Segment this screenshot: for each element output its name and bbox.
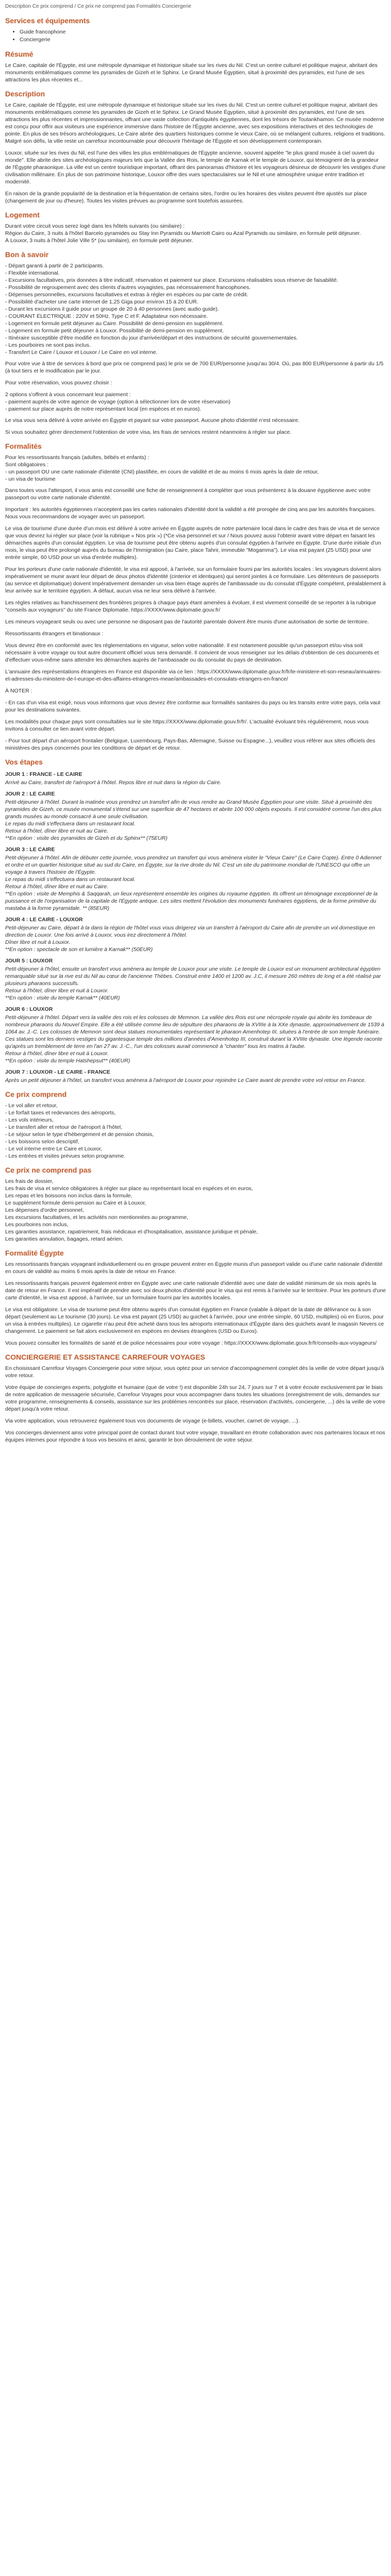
day-title: JOUR 5 : LOUXOR [5,958,53,964]
formalites-line: - un visa de tourisme [5,476,56,482]
noninclus-item: Les dépenses d'ordre personnel, [5,1207,84,1213]
day-body: Petit-déjeuner à l'hôtel, ensuite un transfert vous amènera au temple de Louxor pour une visite. Le temple de Louxor est un monument architectural égyptien remarquable situé sur la rive est du Nil au cœur de l'ancienne Thèbes. Construit entre 1400 et 1200 av. J.C, il mesure 260 mètres de long et a été réalisé par plusieurs pharaons successifs. Retour à l'hôtel, dîner libre et nuit à Louxor. **En option : visite du temple Karnak** (40EUR) [5,966,381,1001]
itinerary-title: Vos étapes [5,758,43,766]
services-item: • Conciergerie [20,36,386,44]
formalites-paragraph: Dans toutes vous l'attesport, il vous amis est conseillé une fiche de renseignement à compléter que vous présenterez à la douane égyptienne avec votre passeport ou votre carte nationale d'identité. [5,487,371,501]
formalites-paragraph: - En cas d'un visa est exigé, nous vous informons que vous devrez être conforme aux formalités sanitaires du pays ou les transits entre votre pays, cela vaut pour les destinations suivantes. [5,700,381,713]
bonasavoir-line: - Logement en formule petit déjeuner à Louxor. Possibilité de demi-pension en supplément. [5,328,224,334]
concierge-title: CONCIERGERIE ET ASSISTANCE CARREFOUR VOYAGES [5,1353,205,1361]
formalites-paragraph: L'annuaire des représentations étrangères en France est disponible via ce lien : https://XXXX/www.diplomatie.gouv.fr/fr/le-ministere-et-son-reseau/annuaires-et-adresses-du-ministere-de-l-europe-et-des-affaires-etrangeres-meae/ambassades-et-consulats-etrangers-en-france/ [5,669,382,682]
day-title: JOUR 2 : LE CAIRE [5,791,55,797]
concierge-paragraph: Via votre application, vous retrouverez également tous vos documents de voyage (e-billets, voucher, carnet de voyage, ...). [5,1418,300,1424]
noninclus-item: Les repas et les boissons non inclus dans la formule, [5,1193,133,1199]
formalites-paragraph: Le visa de tourisme d'une durée d'un mois est délivré à votre arrivée en Égypte auprès de notre partenaire local dans le cadre des frais de visa et de service que vous devrez lui régler sur place (voir la rubrique « Nos prix ») (*Ce visa personnel et sur / Nous pouvez aussi l'obtenir avant votre départ en faisant les démarches auprès d'un consulat égyptien. Le visa de tourisme peut être obtenu auprès d'un consulat égyptien à l'arrivée en Égypte. D'une durée initiale d'un mois, le visa peut être prolongé auprès du bureau de l'Immigration (au Caire, place Tahrir, immeuble "Mogamma"). Le visa est payant (25 USD) pour une entrée simple, 60 USD pour un visa d'entrée multiples). [5,526,381,561]
itinerary-days [5,771,386,1084]
day-body: Petit-déjeuner à l'hôtel. Durant la matinée vous prendrez un transfert afin de vous rendre au Grand Musée Égyptien pour une visite. Situé à proximité des pyramides de Gizeh, ce musée monumental s'étend sur une superficie de 47 hectares et abrite 100 000 objets exposés. Il est considéré comme l'un des plus grands musées au monde consacré à une seule civilisation. Le repas du midi s'effectuera dans un restaurant local. Retour à l'hôtel, dîner libre et nuit au Caire. **En option : visite des pyramides de Gizeh et du Sphinx** (75EUR) [5,799,382,841]
description-paragraph: Louxor, située sur les rives du Nil, est l'une des villes les plus emblématiques de l'Égypte ancienne, souvent appelée "le plus grand musée à ciel ouvert du monde". Elle abrite des sites archéologiques majeurs tels que la Vallée des Rois, le temple de Karnak et le temple de Louxor, qui témoignent de la grandeur de l'Égypte pharaonique. La ville est un centre touristique important, offrant des panoramas d'histoire et les voyageurs désireux de découvrir les vestiges d'une civilisation millénaire. En plus de son patrimoine historique, Louxor offre des vues spectaculaires sur le Nil et une atmosphère unique entre tradition et modernité. [5,150,386,185]
day-title: JOUR 1 : FRANCE - LE CAIRE [5,771,83,777]
concierge-paragraph: Votre équipe de concierges experts, polyglotte et humaine (que de votre !) est disponible 24h sur 24, 7 jours sur 7 et à votre écoute exclusivement par le biais de notre application de messagerie sécurisée, Carrefour Voyages pour vous accompagner dans toutes les situations (enregistrement de vols, demandes sur votre programme, renseignements & conseils, assistance sur les problèmes rencontrés sur place, réservation d'activités, conciergerie, ...) dès la veille de votre départ jusqu'à votre retour. [5,1384,385,1412]
inclus-list [5,1102,386,1160]
inclus-item: - Le vol aller et retour, [5,1103,58,1109]
bonasavoir-paragraph: Le visa vous sera délivré à votre arrivée en Égypte et payant sur votre passeport. Aucune photo d'identité n'est nécessaire. [5,417,300,423]
noninclus-item: Les pourboires non inclus, [5,1222,69,1228]
day-title: JOUR 6 : LOUXOR [5,1006,53,1012]
services-item: • Guide francophone [20,28,386,36]
noninclus-item: Les excursions facultatives, et les activités non mentionnées au programme, [5,1214,188,1221]
inclus-item: - Les vols intérieurs, [5,1117,54,1123]
noninclus-item: Les garanties assistance, rapatriement, frais médicaux et d'hospitalisation, assistance juridique et pénale, [5,1229,258,1235]
day-body: Petit-déjeuner au Caire, départ à la dans la région de l'hôtel vous vous dirigerez via un transfert à l'aéroport du Caire afin de prendre un vol domestique en direction de Louxor. Une fois arrivé à Louxor, vous irez directement à l'hôtel. Dîner libre et nuit à Louxor. **En option : spectacle de son et lumière à Karnak** (50EUR) [5,925,375,953]
day-title: JOUR 3 : LE CAIRE [5,846,55,853]
noninclus-item: Les frais de visa et service obligatoires à régler sur place au représentant local en espèces et en euros, [5,1185,253,1192]
formalite-egypte-paragraph: Le visa est obligatoire. Le visa de tourisme peut être obtenu auprès d'un consulat égyptien en France (valable à départ de la date de délivrance ou à son départ (seulement au Le tourisme (30 jours). Le visa est payant (25 USD) au guichet à l'arrivée, pour une entrée simple, 60 USD, multiples) où en Euros, pour un visa à entrées multiples). Le cigarette n'au peut être acheté dans tous les aéroports internationaux d'Égypte dans des guichets avant le magasin Nevers ce changement. Le paiement se fait alors exclusivement en espèces en devises étrangères (USD ou Euros). [5,1307,384,1334]
inclus-item: - Le vol interne entre Le Caire et Louxor, [5,1146,102,1152]
description-paragraph: Le Caire, capitale de l'Égypte, est une métropole dynamique et historique située sur les rives du Nil. C'est un centre culturel et politique majeur, abritant des monuments emblématiques comme les pyramides de Gizeh et le Sphinx. Le Grand Musée Égyptien, situé à proximité des pyramides, est l'une de ses attractions les plus récentes et impressionnantes, offrant une vaste collection d'antiquités égyptiennes, dont les trésors de Toutankhamon. Ce musée moderne est conçu pour offrir aux visiteurs une expérience immersive dans l'histoire de l'Égypte ancienne, avec ses expositions interactives et des technologies de pointe. En plus de ses trésors archéologiques, Le Caire abrite des quartiers historiques comme le vieux Caire, où se mélangent cultures, religions et traditions. Malgré son défis, la ville reste un carrefour incontournable pour découvrir l'héritage de l'Égypte et son développement contemporain. [5,102,385,144]
inclus-item: - Le séjour selon le type d'hébergement et de pension choisis, [5,1131,154,1138]
formalite-egypte-title: Formalité Égypte [5,1249,64,1257]
formalites-paragraph: Vous devrez être en conformité avec les réglementations en vigueur, selon votre nationalité. Il est notamment possible qu'un passeport et/ou visa soit nécessaire à votre voyage ou tout autre document officiel vous sera demandé. Il convient de vous renseigner sur les délais d'obtention de ces documents et d'effectuer vous-même sans attendre les démarches auprès de l'ambassade ou du consulat du pays de destination. [5,642,379,663]
bonasavoir-paragraph: Pour votre réservation, vous pouvez choisir : [5,380,112,386]
formalites-title: Formalités [5,442,42,450]
bonasavoir-line: - Logement en formule petit déjeuner au Caire. Possibilité de demi-pension en supplément. [5,320,224,327]
formalites-intro: Pour les ressortissants français (adultes, bébés et enfants) : [5,454,149,461]
bonasavoir-line: - Transfert Le Caire / Louxor et Louxor / Le Caire en vol interne. [5,349,158,355]
inclus-title: Ce prix comprend [5,1090,67,1098]
day-title: JOUR 7 : LOUXOR - LE CAIRE - FRANCE [5,1069,110,1075]
formalites-paragraph: Les règles relatives au franchissement des frontières propres à chaque pays étant amenées à évoluer, il est vivement conseillé de se reporter à la rubrique "conseils aux voyageurs" du site France Diplomatie. https://XXXX/www.diplomatie.gouv.fr/ [5,600,377,613]
bonasavoir-line: - COURANT ÉLECTRIQUE : 220V et 50Hz. Type C et F. Adaptateur non nécessaire. [5,313,208,319]
formalites-note-title: À NOTER : [5,688,32,694]
breadcrumb[interactable]: Description Ce prix comprend / Ce prix ne comprend pas Formalités Conciergerie [5,4,191,9]
bonasavoir-option: - paiement sur place auprès de notre représentant local (en espèces et en euros). [5,406,201,412]
bonasavoir-list [5,262,386,356]
day-body: Petit-déjeuner à l'hôtel. Départ vers la vallée des rois et les colosses de Memnon. La vallée des Rois est une nécropole royale qui abrite les tombeaux de nombreux pharaons du Nouvel Empire. Elle a été utilisée comme lieu de sépulture des pharaons de la XVIIIe à la XXe dynastie, approximativement de 1539 à 1064 av. J.-C. Les colosses de Memnon sont deux statues monumentales représentant le pharaon Amenhotep III, situées à l'entrée de son temple funéraire. Ces statues sont les derniers vestiges du gigantesque temple des millions d'années d'Amenhotep III, construit durant la XVIIIe dynastie. Une légende raconte qu'après un tremblement de terre en l'an 27 av. J.-C., l'un des colosses aurait commencé à "chanter" tous les matins à l'aube. Retour à l'hôtel, dîner libre et nuit à Louxor. **En option : visite du temple Hatshepsut** (40EUR) [5,1014,384,1064]
formalite-egypte-paragraph: Vous pouvez consulter les formalités de santé et de police nécessaires pour votre voyage : https://XXXX/www.diplomatie.gouv.fr/fr/conseils-aux-voyageurs/ [5,1340,377,1346]
logement-intro: Durant votre circuit vous serez logé dans les hôtels suivants (ou similaire) : [5,223,185,229]
description-paragraph: En raison de la grande popularité de la destination et la fréquentation de certains sites, l'ordre ou les horaires des visites peuvent être ajustés sur place (changement de jour ou d'heure). Toutes les visites prévues au programme sont toutefois assurées. [5,191,367,204]
formalite-egypte-paragraph: Les ressortissants français voyageant individuellement ou en groupe peuvent entrer en Égypte munis d'un passeport valide ou d'une carte nationale d'identité en cours de validité au moins 6 mois après la date de retour en France. [5,1261,383,1275]
inclus-item: - Les boissons selon descriptif, [5,1139,79,1145]
formalite-egypte-paragraph: Les ressortissants français peuvent également entrer en Égypte avec une carte nationale d'identité avec une date de validité minimum de six mois après la date de retour en France. Il est impératif de prendre avec soi deux photos d'identité pour le visa qui est remis à l'arrivée sur le territoire. Pour les porteurs d'une carte d'identité, le visa est apposé, à l'arrivée, sur un formulaire fourni par les autorités locales. [5,1280,386,1301]
inclus-item: - Le transfert aller et retour de l'aéroport à l'hôtel, [5,1124,122,1130]
services-title: Services et équipements [5,16,90,25]
bonasavoir-line: - Excursions facultatives, prix données à titre indicatif, réservation et paiement sur place. Excursions réalisables sous réserve de faisabilité. [5,277,338,283]
concierge-paragraph: Vos concierges deviennent ainsi votre principal point de contact durant tout votre voyage, travaillant en étroite collaboration avec nos partenaires locaux et nos équipes internes pour répondre à tous vos besoins et ainsi, garantir le bon déroulement de votre séjour. [5,1430,385,1443]
day-body: Arrivé au Caire, transfert de l'aéroport à l'hôtel. Repos libre et nuit dans la région du Caire. [5,779,221,786]
day-body: Après un petit déjeuner à l'hôtel, un transfert vous amènera à l'aéroport de Louxor pour rejoindre Le Caire avant de prendre votre vol retour en France. [5,1077,366,1083]
inclus-item: - Les entrées et visites prévues selon programme. [5,1153,125,1159]
formalites-paragraph: - Pour tout départ d'un aéroport frontalier (Belgique, Luxembourg, Pays-Bas, Allemagne, Suisse ou Espagne...), veuillez vous référer aux sites officiels des ministères des pays concernés pour les conditions de départ et de retour. [5,738,376,751]
noninclus-list [5,1178,386,1243]
resume-title: Résumé [5,50,34,58]
logement-block [5,223,386,244]
formalites-intro-block [5,454,386,483]
formalites-paragraph: Pour les porteurs d'une carte nationale d'identité, le visa est apposé, à l'arrivée, sur un formulaire fourni par les autorités locales : les voyageurs doivent alors impérativement se munir avant leur départ de deux photos d'identité (cinterior et identiques) qui seront jointes à ce formulaire. Les détenteurs de passeports (au service et diplomatique) doivent impérativement demander un visa bien étage auprès de l'ambassade ou du consulat d'Égypte compétent, préalablement à leur arrivée sur le territoire égyptien. À défaut, aucun visa ne leur sera délivré à l'arrivée. [5,566,386,594]
logement-line: Région du Caire, 3 nuits à l'hôtel Barcelo pyramides ou Stay Inn Pyramids ou Marriott Cairo ou Azal Pyramids ou similaire, en formule petit déjeuner. [5,230,361,236]
description-title: Description [5,90,45,98]
concierge-paragraph: En choisissant Carrefour Voyages Conciergerie pour votre séjour, vous optez pour un service d'accompagnement complet dès la veille de votre départ jusqu'à votre retour. [5,1365,384,1379]
bonasavoir-option: - paiement auprès de votre agence de voyage (option à sélectionner lors de votre réservation) [5,399,231,405]
bonasavoir-line: - Dépenses personnelles, excursions facultatives et extras à régler en espèces ou par carte de crédit. [5,292,248,298]
bonasavoir-line: - Itinéraire susceptible d'être modifié en fonction du jour d'arrivée/départ et des instructions de sécurité gouvernementales. [5,335,298,341]
bonasavoir-line: - Possibilité de regroupement avec des clients d'autres voyagistes, pas nécessairement francophones. [5,284,251,291]
day-title: JOUR 4 : LE CAIRE - LOUXOR [5,917,83,923]
bonasavoir-paragraph: Pour votre vue à titre de services à bord que prix ne comprend pas) le prix se de 700 EUR/personne jusqu'au 30/4. Où, pas 800 EUR/personne à partir du 1/5 (à tout tiers et le modification par le jour. [5,361,384,374]
bonasavoir-line: - Flexible international. [5,270,60,276]
bonasavoir-line: - Les pourboires ne sont pas inclus. [5,342,91,348]
bonasavoir-option: 2 options s'offrent à vous concernant leur paiement : [5,392,131,398]
bonasavoir-paragraph: Si vous souhaitez gérer directement l'obtention de votre visa, les frais de services restent néanmoins à régler sur place. [5,429,291,435]
bonasavoir-line: - Durant les excursions il guide pour un groupe de 20 à 40 personnes (avec audio guide). [5,306,219,312]
bonasavoir-options [5,391,386,413]
noninclus-item: Le supplément formule demi-pension au Caire et à Louxor, [5,1200,146,1206]
bonasavoir-line: - Possibilité d'acheter une carte internet de 1,25 Giga pour environ 15 à 20 EUR. [5,299,199,305]
noninclus-title: Ce prix ne comprend pas [5,1166,92,1174]
logement-title: Logement [5,211,40,219]
day-body: Petit-déjeuner à l'hôtel. Afin de débuter cette journée, vous prendrez un transfert qui vous amènera visiter le "Vieux Caire" (Le Caire Copte). Entre 0 Adiennet et ordre et un quartier historique situé au sud du Caire, en Égypte, sur la rive droite du Nil. C'est un site du patrimoine mondial de l'UNESCO qui offre un voyage à travers l'histoire de l'Égypte. Le repas du midi s'effectuera dans un restaurant local. Retour à l'hôtel, dîner libre et nuit au Caire. **En option : visite de Memphis & Saqqarah, un lieux représentent ensemble les origines du royaume égyptien. Ils offrent un témoignage exceptionnel de la puissance et de l'organisation de la capitale de l'Égypte antique. Les sites mettent l'évolution des monuments funéraires égyptiens, de la forme primitive du mastaba à la forme pyramidale. ** (85EUR) [5,855,382,911]
noninclus-item: Les frais de dossier, [5,1178,54,1184]
formalites-line: - un passeport OU une carte nationale d'identité (CNI) plastifiée, en cours de validité et de au moins 6 mois après la date de retour, [5,469,319,475]
bonasavoir-line: - Départ garanti à partir de 2 participants. [5,263,104,269]
formalites-paragraph: Les modalités pour chaque pays sont consultables sur le site https://XXXX/www.diplomatie.gouv.fr/fr/. L'actualité évoluant très régulièrement, nous vous invitons à consulter ce lien avant votre départ. [5,719,369,732]
resume-text: Le Caire, capitale de l'Égypte, est une métropole dynamique et historique située sur les rives du Nil. C'est un centre culturel et politique majeur, abritant des monuments emblématiques comme les pyramides de Gizeh et le Sphinx. Le Grand Musée Égyptien, situé à proximité des pyramides, est l'une de ses attractions les plus récentes et... [5,62,378,83]
noninclus-item: Les garanties annulation, bagages, retard aérien. [5,1236,123,1242]
logement-line: À Louxor, 3 nuits à l'hôtel Jolie Ville 5* (ou similaire), en formule petit déjeuner. [5,238,193,244]
bonasavoir-title: Bon à savoir [5,250,49,259]
formalites-paragraph: Les mineurs voyageant seuls ou avec une personne ne disposant pas de l'autorité parentale doivent être munis d'une autorisation de sortie de territoire. [5,619,369,625]
formalites-paragraph: Ressortissants étrangers et binationaux : [5,631,104,637]
services-list [5,28,386,44]
formalites-paragraph: Important : les autorités égyptiennes n'acceptent pas les cartes nationales d'identité dont la validité a été prorogée de cinq ans par les autorités françaises. Nous vous recommandons de voyager avec un passeport. [5,506,376,520]
inclus-item: - Le forfait taxes et redevances des aéroports, [5,1110,116,1116]
formalites-line: Sont obligatoires : [5,462,49,468]
